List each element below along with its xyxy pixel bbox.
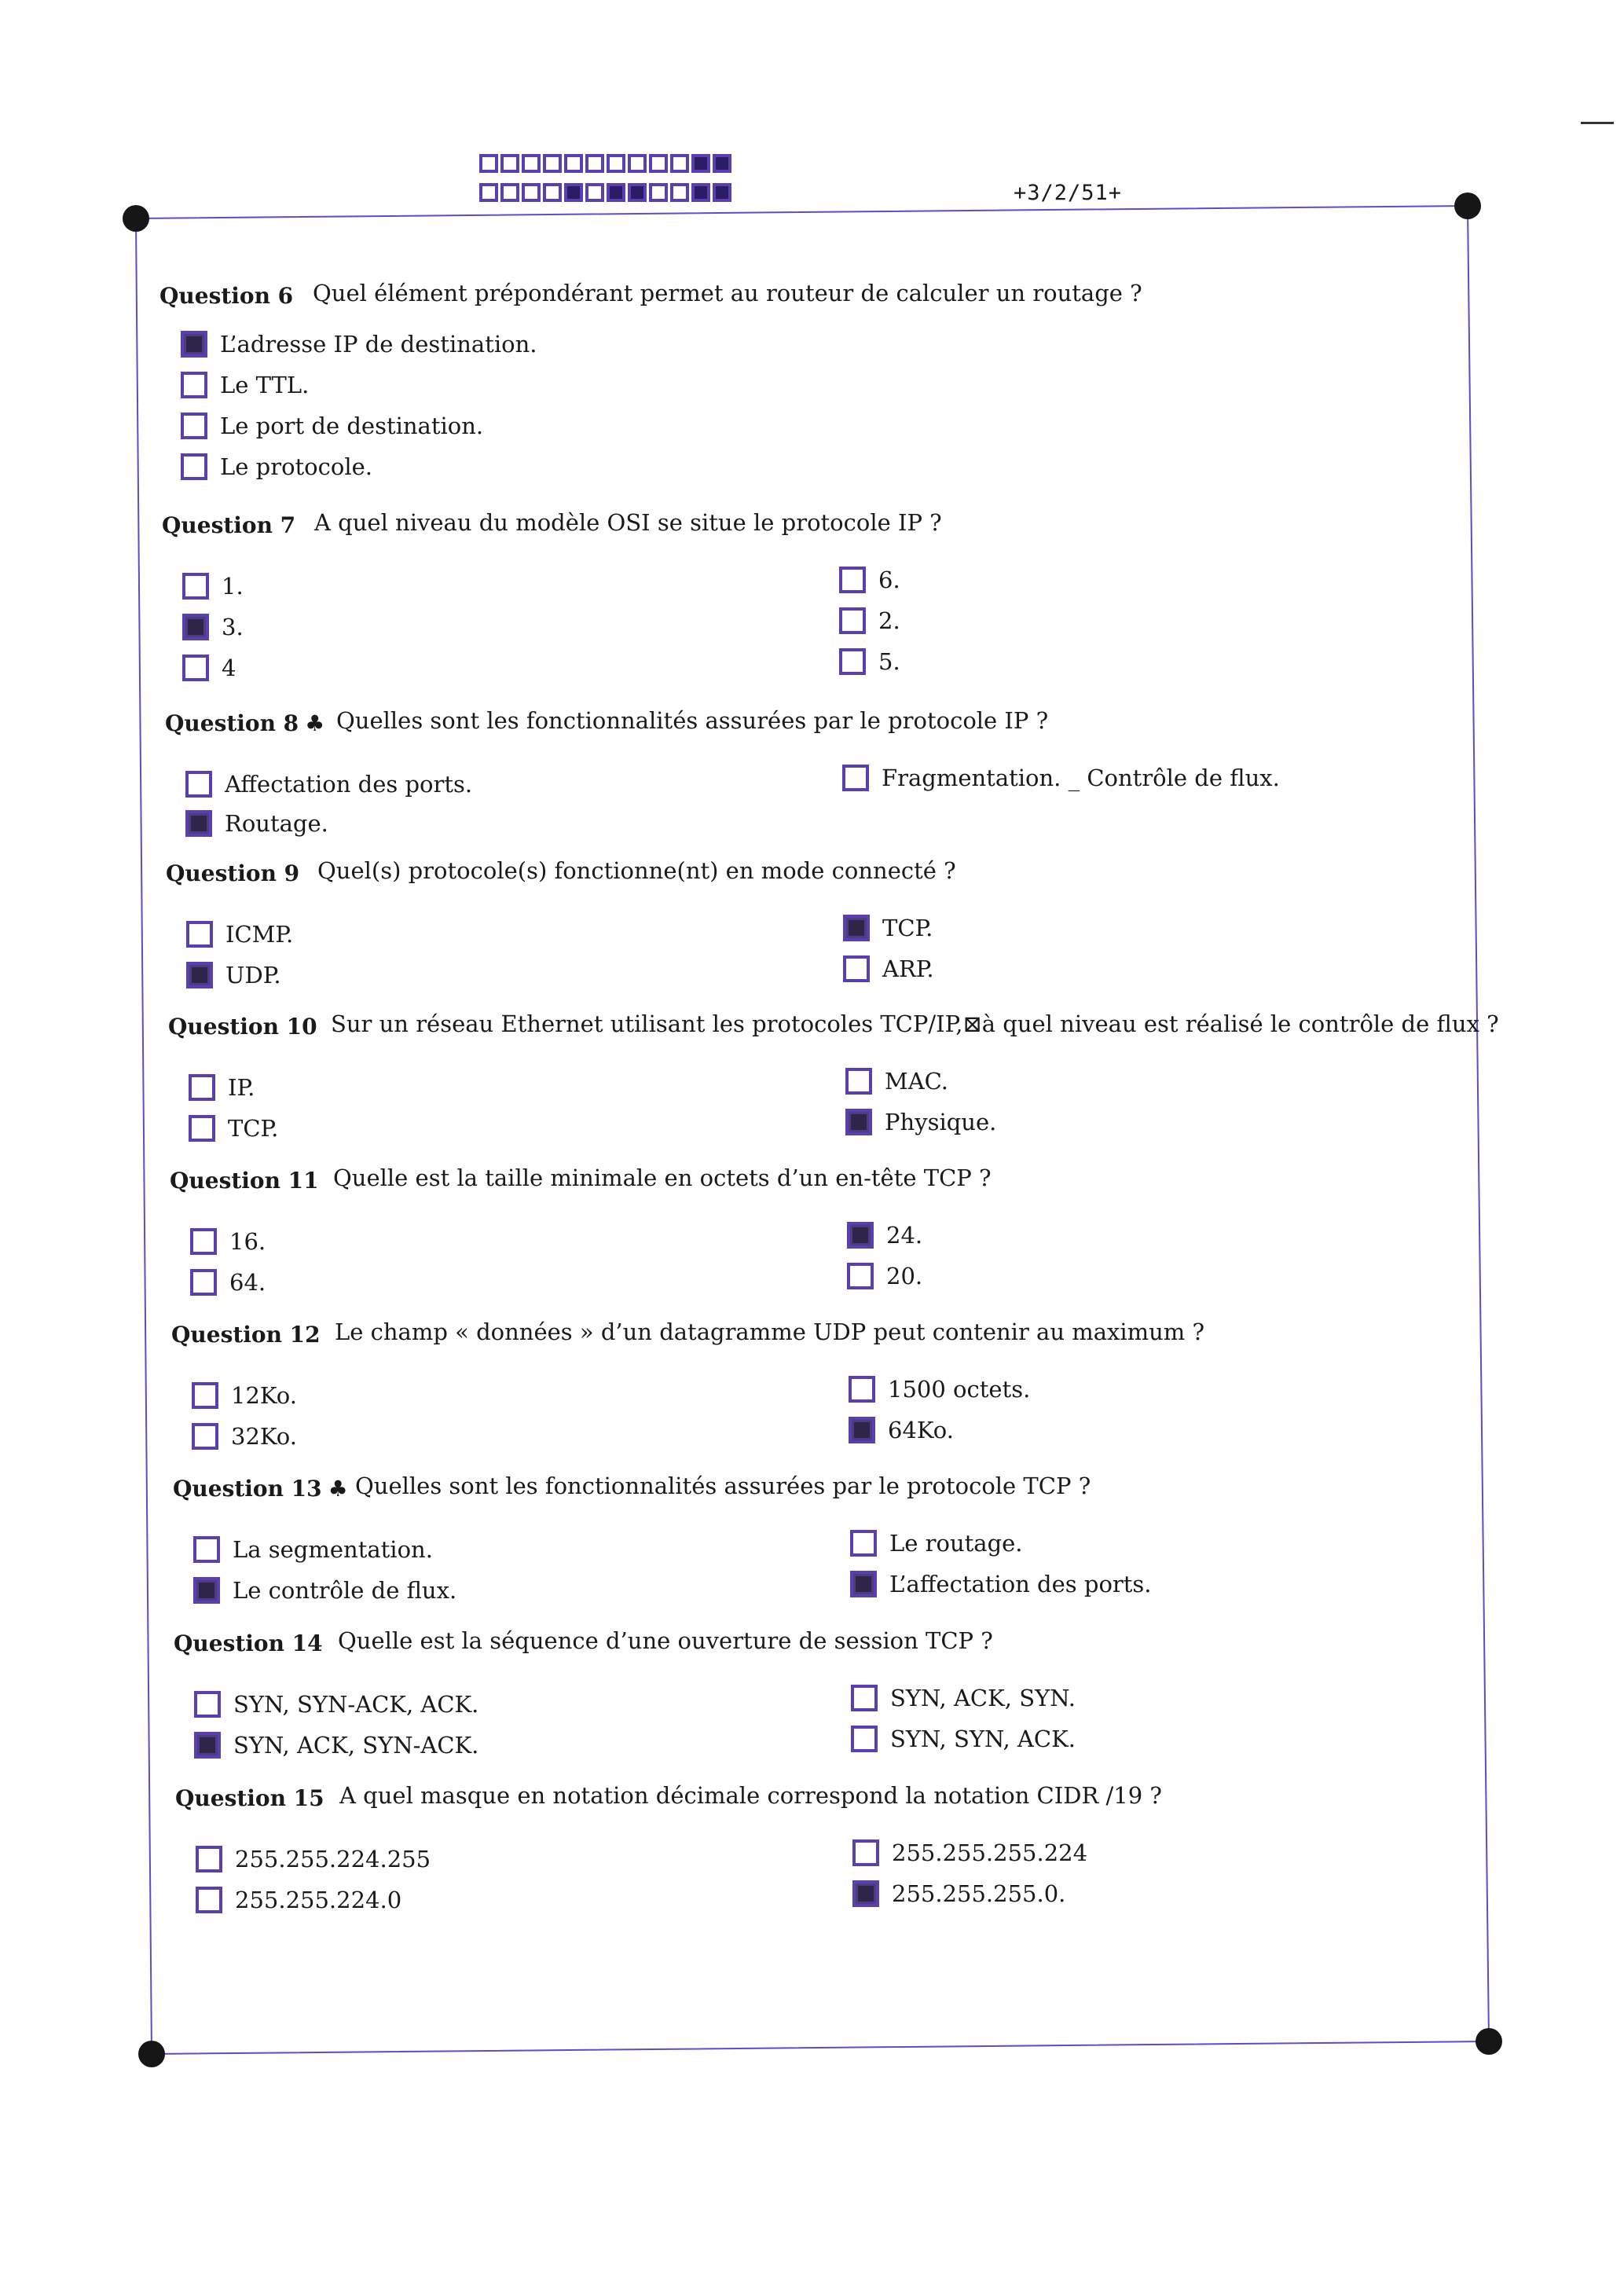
answer-option[interactable] (847, 1218, 922, 1253)
barcode-row-1 (479, 154, 731, 173)
answer-text: SYN, SYN, ACK. (890, 1726, 1076, 1752)
question-text: A quel niveau du modèle OSI se situe le protocole IP ? (314, 509, 942, 536)
question-15 (0, 1782, 1624, 1913)
checkbox[interactable] (196, 1846, 222, 1872)
answer-text: 255.255.224.0 (235, 1887, 402, 1913)
answer-text: Le port de destination. (220, 413, 484, 439)
answer-text: L’affectation des ports. (889, 1571, 1152, 1597)
answer-option[interactable] (190, 1265, 266, 1300)
answer-option[interactable] (852, 1876, 1065, 1911)
checkbox[interactable] (192, 1382, 218, 1409)
answer-option[interactable] (849, 1413, 954, 1447)
answer-text: 6. (878, 567, 900, 593)
answer-option[interactable] (181, 368, 309, 402)
question-text: Quelles sont les fonctionnalités assurées par le protocole IP ? (336, 707, 1049, 734)
answer-option[interactable] (842, 761, 1280, 795)
answer-option[interactable] (194, 1728, 478, 1762)
answer-text: 20. (886, 1263, 923, 1289)
barcode-cell (585, 154, 604, 173)
checkbox-checked[interactable] (182, 614, 209, 640)
answer-text: 255.255.255.224 (892, 1839, 1088, 1866)
checkbox-checked[interactable] (186, 962, 213, 988)
club-icon: ♣ (328, 1476, 348, 1502)
answer-option[interactable] (193, 1532, 433, 1567)
checkbox[interactable] (186, 921, 213, 948)
question-6 (0, 280, 1624, 480)
answer-option[interactable] (843, 952, 934, 986)
answer-option[interactable] (182, 569, 244, 603)
answer-text: 32Ko. (231, 1423, 297, 1450)
answer-option[interactable] (186, 917, 293, 952)
question-9 (0, 857, 1624, 988)
barcode-cell (607, 183, 625, 202)
corner-marker-bottom-right (1476, 2028, 1502, 2055)
checkbox[interactable] (847, 1263, 874, 1289)
answer-text: 255.255.255.0. (892, 1880, 1066, 1907)
answer-option[interactable] (843, 911, 933, 945)
question-number: Question 11 (170, 1168, 319, 1194)
answer-option[interactable] (196, 1842, 431, 1876)
barcode-cell (691, 154, 710, 173)
corner-marker-bottom-left (138, 2041, 165, 2067)
answer-text: Affectation des ports. (225, 771, 473, 798)
answer-option[interactable] (192, 1378, 297, 1413)
question-number: Question 15 (175, 1785, 324, 1811)
answer-option[interactable] (849, 1372, 1030, 1407)
answer-text: 64Ko. (888, 1417, 954, 1443)
checkbox[interactable] (850, 1530, 877, 1557)
checkbox[interactable] (182, 655, 209, 681)
answer-text: 1500 octets. (888, 1376, 1031, 1403)
checkbox[interactable] (190, 1228, 217, 1255)
question-number: Question 6 (159, 283, 294, 309)
barcode-cell (522, 183, 541, 202)
answer-option[interactable] (190, 1224, 266, 1259)
question-label (173, 1476, 348, 1502)
answer-option[interactable] (839, 603, 900, 638)
barcode-cell (500, 154, 519, 173)
answer-text: Le protocole. (220, 453, 372, 480)
barcode-cell (500, 183, 519, 202)
answer-text: 16. (229, 1228, 266, 1255)
checkbox[interactable] (189, 1115, 215, 1142)
checkbox[interactable] (842, 765, 869, 791)
checkbox[interactable] (194, 1691, 221, 1718)
checkbox[interactable] (181, 372, 207, 398)
answer-option[interactable] (185, 767, 472, 801)
corner-marker-top-left (123, 205, 149, 232)
checkbox[interactable] (181, 413, 207, 439)
checkbox-checked[interactable] (845, 1109, 872, 1135)
answer-option[interactable] (839, 563, 900, 597)
checkbox[interactable] (196, 1887, 222, 1913)
answer-text: Routage. (225, 810, 328, 837)
question-text: Sur un réseau Ethernet utilisant les protocoles TCP/IP,⊠à quel niveau est réalisé le contrôle de flux ? (331, 1010, 1499, 1037)
answer-text: 4 (222, 655, 236, 681)
answer-text: SYN, SYN-ACK, ACK. (233, 1691, 479, 1718)
corner-marker-top-right (1454, 193, 1481, 219)
answer-text: 24. (886, 1222, 923, 1249)
answer-text: 64. (229, 1269, 266, 1296)
answer-text: MAC. (885, 1068, 949, 1095)
checkbox[interactable] (839, 567, 866, 593)
checkbox[interactable] (182, 573, 209, 600)
barcode-cell (713, 154, 731, 173)
barcode-cell (585, 183, 604, 202)
answer-option[interactable] (852, 1836, 1087, 1870)
question-number: Question 12 (171, 1322, 321, 1348)
question-label (162, 512, 295, 538)
barcode-cell (543, 154, 562, 173)
question-label (168, 1014, 317, 1040)
checkbox[interactable] (849, 1376, 875, 1403)
answer-option[interactable] (182, 651, 236, 685)
question-14 (0, 1627, 1624, 1759)
barcode-cell (607, 154, 625, 173)
answer-option[interactable] (181, 409, 483, 443)
answer-text: 2. (878, 607, 900, 634)
checkbox-checked[interactable] (843, 915, 870, 941)
answer-text: 3. (222, 614, 244, 640)
question-text: Quel(s) protocole(s) fonctionne(nt) en mode connecté ? (317, 857, 956, 884)
answer-text: TCP. (882, 915, 933, 941)
checkbox[interactable] (843, 955, 870, 982)
page-code: +3/2/51+ (1014, 181, 1123, 205)
question-number: Question 13 (173, 1476, 322, 1502)
answer-text: IP. (228, 1074, 255, 1101)
checkbox-checked[interactable] (193, 1577, 220, 1604)
question-text: Quelle est la séquence d’une ouverture de session TCP ? (338, 1627, 993, 1654)
barcode-cell (543, 183, 562, 202)
checkbox-checked[interactable] (849, 1417, 875, 1443)
question-12 (0, 1319, 1624, 1450)
question-label (170, 1168, 319, 1194)
answer-option[interactable] (851, 1681, 1076, 1715)
checkbox[interactable] (192, 1423, 218, 1450)
answer-text: L’adresse IP de destination. (220, 331, 537, 358)
checkbox-checked[interactable] (181, 331, 207, 358)
answer-option[interactable] (839, 644, 900, 679)
answer-option[interactable] (845, 1105, 996, 1139)
answer-option[interactable] (845, 1064, 948, 1098)
answer-text: Le contrôle de flux. (233, 1577, 457, 1604)
answer-option[interactable] (847, 1259, 922, 1293)
question-number: Question 8 (165, 710, 299, 736)
checkbox[interactable] (851, 1726, 878, 1752)
barcode-cell (628, 154, 647, 173)
checkbox-checked[interactable] (850, 1571, 877, 1597)
barcode-cell (564, 183, 583, 202)
answer-text: ICMP. (225, 921, 294, 948)
question-label (166, 860, 299, 886)
answer-text: La segmentation. (233, 1536, 433, 1563)
question-8 (0, 707, 1624, 837)
answer-option[interactable] (182, 610, 244, 644)
checkbox[interactable] (193, 1536, 220, 1563)
question-7 (0, 509, 1624, 681)
barcode-cell (649, 183, 668, 202)
checkbox[interactable] (185, 771, 212, 798)
answer-text: Fragmentation. _ Contrôle de flux. (882, 765, 1280, 791)
answer-option[interactable] (185, 806, 328, 841)
barcode-cell (670, 154, 689, 173)
question-text: Quelle est la taille minimale en octets d’un en-tête TCP ? (333, 1165, 992, 1191)
barcode-cell (479, 154, 498, 173)
answer-text: 1. (222, 573, 244, 600)
barcode-cell (649, 154, 668, 173)
question-10 (0, 1010, 1624, 1142)
checkbox-checked[interactable] (852, 1880, 879, 1907)
answer-option[interactable] (192, 1419, 297, 1454)
question-label (165, 710, 324, 736)
question-text: Quelles sont les fonctionnalités assurées par le protocole TCP ? (355, 1473, 1091, 1499)
question-number: Question 14 (174, 1630, 323, 1656)
checkbox[interactable] (851, 1685, 878, 1711)
answer-option[interactable] (181, 449, 372, 484)
margin-mark (1581, 122, 1614, 124)
question-text: Quel élément prépondérant permet au routeur de calculer un routage ? (313, 280, 1142, 306)
question-label (175, 1785, 324, 1811)
question-11 (0, 1165, 1624, 1296)
checkbox[interactable] (839, 607, 866, 634)
question-number: Question 10 (168, 1014, 317, 1040)
question-number: Question 7 (162, 512, 296, 538)
barcode-cell (628, 183, 647, 202)
answer-text: 12Ko. (231, 1382, 297, 1409)
answer-text: UDP. (225, 962, 281, 988)
question-text: A quel masque en notation décimale correspond la notation CIDR /19 ? (339, 1782, 1162, 1809)
question-label (159, 283, 293, 309)
checkbox-checked[interactable] (847, 1222, 874, 1249)
answer-option[interactable] (181, 327, 537, 361)
answer-text: 5. (878, 648, 900, 675)
barcode-row-2 (479, 183, 731, 202)
answer-text: Physique. (885, 1109, 997, 1135)
barcode-cell (691, 183, 710, 202)
checkbox-checked[interactable] (185, 810, 212, 837)
question-13 (0, 1473, 1624, 1604)
answer-text: Le TTL. (220, 372, 310, 398)
answer-option[interactable] (194, 1687, 478, 1722)
answer-option[interactable] (850, 1567, 1152, 1601)
answer-option[interactable] (189, 1111, 278, 1146)
barcode-cell (479, 183, 498, 202)
answer-option[interactable] (851, 1722, 1076, 1756)
checkbox[interactable] (181, 453, 207, 480)
answer-option[interactable] (186, 958, 281, 992)
barcode-cell (522, 154, 541, 173)
checkbox-checked[interactable] (194, 1732, 221, 1759)
answer-text: SYN, ACK, SYN. (890, 1685, 1076, 1711)
answer-text: TCP. (228, 1115, 279, 1142)
answer-option[interactable] (193, 1573, 456, 1608)
answer-text: 255.255.224.255 (235, 1846, 431, 1872)
barcode-cell (564, 154, 583, 173)
answer-text: ARP. (882, 955, 934, 982)
answer-text: Le routage. (889, 1530, 1023, 1557)
answer-option[interactable] (850, 1526, 1023, 1561)
checkbox[interactable] (845, 1068, 872, 1095)
barcode-cell (670, 183, 689, 202)
checkbox[interactable] (190, 1269, 217, 1296)
question-number: Question 9 (166, 860, 300, 886)
answer-option[interactable] (196, 1883, 401, 1917)
checkbox[interactable] (839, 648, 866, 675)
club-icon: ♣ (305, 710, 325, 736)
question-label (171, 1322, 321, 1348)
barcode-cell (713, 183, 731, 202)
checkbox[interactable] (189, 1074, 215, 1101)
answer-option[interactable] (189, 1070, 255, 1105)
checkbox[interactable] (852, 1839, 879, 1866)
question-text: Le champ « données » d’un datagramme UDP peut contenir au maximum ? (335, 1319, 1205, 1345)
answer-text: SYN, ACK, SYN-ACK. (233, 1732, 479, 1759)
question-label (174, 1630, 323, 1656)
